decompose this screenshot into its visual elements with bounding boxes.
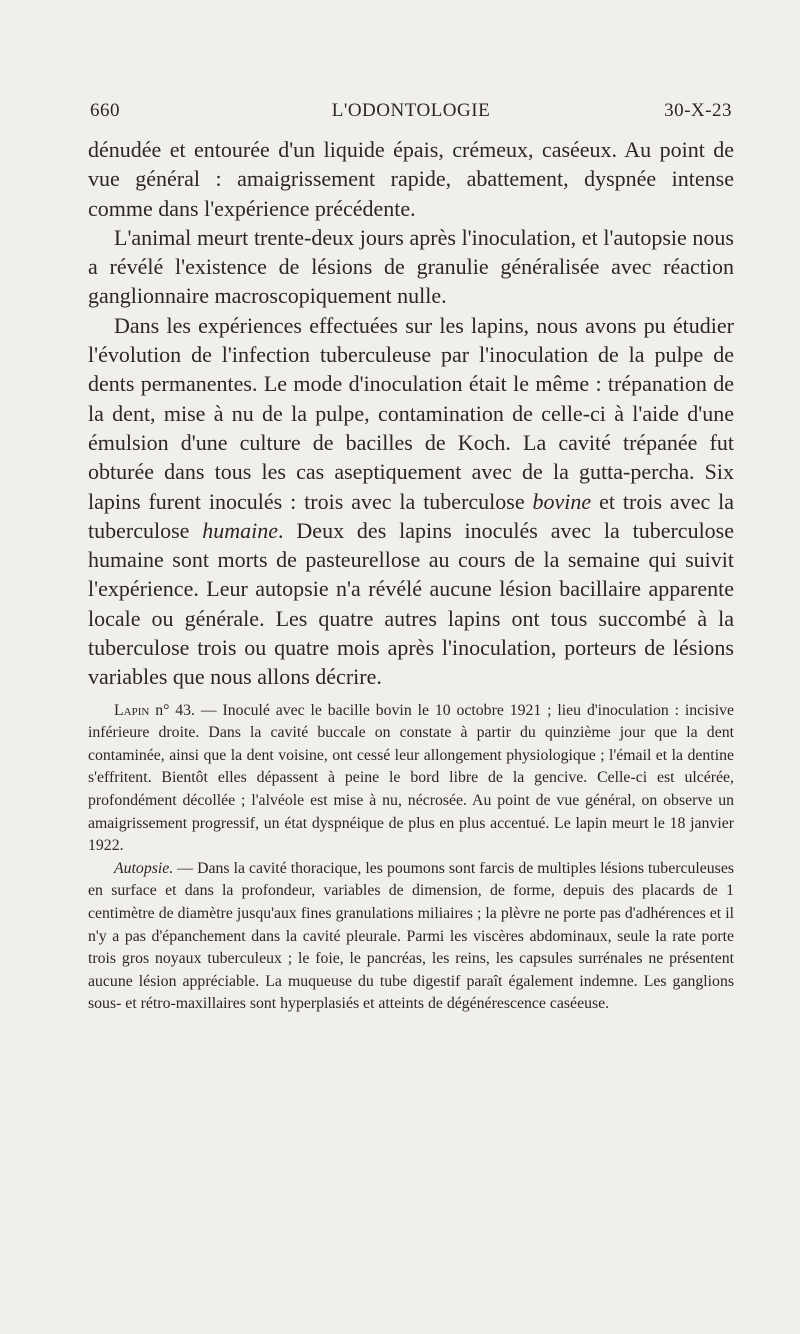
journal-title: L'ODONTOLOGIE — [331, 100, 491, 121]
paragraph-2: L'animal meurt trente-deux jours après l'inoculation, et l'autopsie nous a révélé l'existence de lésions de granulie généralisée avec réaction ganglionnaire macroscopiquement nulle. — [88, 224, 734, 309]
autopsy-heading: Autopsie. — [114, 859, 174, 877]
paragraph-3-part-a: Dans les expériences effectuées sur les lapins, nous avons pu étudier l'évolution de l'infection tuberculeuse par l'inoculation de la pulpe de dents permanentes. Le mode d'inoculation était le même : trépanation de la dent, mise à nu de la pulpe, contamination de celle-ci à l'aide d'une émulsion d'une culture de bacilles de Koch. La cavité trépanée fut obturée dans tous les cas aseptiquement avec de la gutta-percha. Six lapins furent inoculés : trois avec la tuberculose — [88, 312, 734, 514]
case-report-text: n° 43. — Inoculé avec le bacille bovin le 10 octobre 1921 ; lieu d'inoculation : incisive inférieure droite. Dans la cavité buccale on constate à partir du quinzième jour que la dent contaminée, ainsi que la dent voisine, ont cessé leur allongement physiologique ; l'émail et la dentine s'effritent. Bientôt elles dépassent à peine le bord libre de la gencive. Celle-ci est ulcérée, profondément décollée ; l'alvéole est mise à nu, nécrosée. Au point de vue général, on observe un amaigrissement progressif, un état dyspnéique de plus en plus accentué. Le lapin meurt le 18 janvier 1922. — [88, 701, 734, 855]
paragraph-3-part-b: et trois avec la tuberculose — [88, 488, 735, 543]
paragraph-3 — [88, 311, 734, 692]
case-report-paragraph — [88, 700, 734, 858]
emphasis-bovine: bovine — [532, 488, 592, 514]
paragraph-3-part-c: . Deux des lapins inoculés avec la tuberculose humaine sont morts de pasteurellose au cours de la semaine qui suivit l'expérience. Leur autopsie n'a révélé aucune lésion bacillaire apparente locale ou générale. Les quatre autres lapins ont tous succombé à la tuberculose trois ou quatre mois après l'inoculation, porteurs de lésions variables que nous allons décrire. — [88, 517, 735, 690]
paragraph-1: dénudée et entourée d'un liquide épais, crémeux, caséeux. Au point de vue général : amaigrissement rapide, abattement, dyspnée intense comme dans l'expérience précédente. — [88, 137, 734, 221]
autopsy-text: — Dans la cavité thoracique, les poumons sont farcis de multiples lésions tuberculeuses en surface et dans la profondeur, variables de dimension, de forme, depuis des placards de 1 centimètre de diamètre jusqu'aux fines granulations miliaires ; la plèvre ne porte pas d'adhérences et il n'y a pas d'épanchement dans la cavité pleurale. Parmi les viscères abdominaux, seule la rate porte trois gros noyaux tuberculeux ; le foie, le pancréas, les reins, les capsules surrénales ne présentent aucune lésion appréciable. La muqueuse du tube digestif paraît également indemne. Les ganglions sous- et rétro-maxillaires sont hyperplasiés et atteints de dégénérescence caséeuse. — [88, 859, 734, 1013]
running-header — [90, 100, 732, 130]
issue-date: 30-X-23 — [664, 100, 732, 121]
case-lead: Lapin — [114, 701, 150, 719]
body-text — [88, 135, 734, 1016]
emphasis-humaine: humaine — [202, 517, 279, 543]
autopsy-paragraph — [88, 858, 734, 1016]
page-number: 660 — [90, 100, 120, 121]
